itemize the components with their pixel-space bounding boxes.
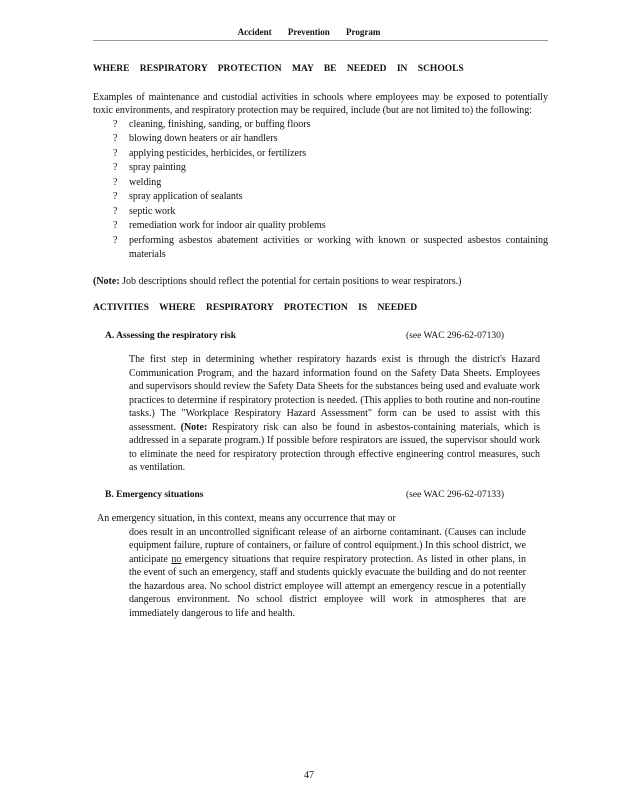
subsection-b-title: B. Emergency situations: [105, 489, 204, 500]
subsection-a-header: [105, 330, 548, 344]
section-heading-activities: ACTIVITIES WHERE RESPIRATORY PROTECTION IS NEEDED: [93, 303, 418, 313]
list-item-text: spray application of sealants: [129, 191, 243, 202]
bullet-glyph: ?: [113, 220, 118, 231]
list-item: [113, 219, 548, 234]
subsection-b-first-line: An emergency situation, in this context, means any occurrence that may or: [97, 513, 396, 524]
subsection-a-reference: (see WAC 296-62-07130): [406, 330, 504, 341]
list-item-text: remediation work for indoor air quality problems: [129, 220, 326, 231]
document-body: [93, 63, 548, 620]
subsection-b-header: [105, 489, 548, 503]
list-item-text: blowing down heaters or air handlers: [129, 133, 278, 144]
bullet-glyph: ?: [113, 191, 118, 202]
subsection-b-continuation: [97, 526, 526, 621]
subsection-b-underlined-word: no: [171, 553, 182, 565]
note-paragraph: [93, 275, 548, 289]
section-heading-where: WHERE RESPIRATORY PROTECTION MAY BE NEEDED IN SCHOOLS: [93, 64, 464, 74]
bullet-glyph: ?: [113, 147, 118, 159]
list-item: [113, 176, 548, 191]
list-item-text: performing asbestos abatement activities or working with known or suspected asbestos containing materials: [129, 234, 548, 260]
subsection-a-text-after: Respiratory risk can also be found in asbestos-containing materials, which is addressed in a separate program.) If possible before respirators are issued, the supervisor should work to eliminate the need for respiratory protection through effective engineering control measures, such as ventilation.: [129, 421, 540, 473]
page-header: Accident Prevention Program: [237, 27, 381, 37]
list-item: [113, 234, 548, 263]
subsection-a-paragraph: [129, 353, 540, 475]
subsection-b-text-2: emergency situations that require respiratory protection. As listed in other plans, in the event of such an emergency, staff and students quickly evacuate the building and do not reenter the hazardous area. No school district employee will attempt an emergency rescue in a potentially dangerous environment. No school district employee will work in atmospheres that are immediately dangerous to life and health.: [129, 553, 527, 619]
bullet-glyph: ?: [113, 176, 118, 188]
bullet-glyph: ?: [113, 205, 118, 217]
list-item: [113, 118, 548, 133]
subsection-b-paragraph: [97, 512, 526, 620]
bullet-glyph: ?: [113, 162, 118, 173]
list-item-text: cleaning, finishing, sanding, or buffing floors: [129, 118, 311, 130]
note-text: Job descriptions should reflect the potential for certain positions to wear respirators.): [122, 275, 462, 287]
subsection-b-reference: (see WAC 296-62-07133): [406, 489, 504, 500]
bullet-glyph: ?: [113, 234, 118, 246]
list-item: [113, 132, 548, 147]
list-item: [113, 205, 548, 220]
bullet-glyph: ?: [113, 118, 118, 130]
intro-paragraph: Examples of maintenance and custodial activities in schools where employees may be exposed to potentially toxic environments, and respiratory protection may be required, include (but are not limited to) the following:: [93, 91, 548, 116]
subsection-a-title: A. Assessing the respiratory risk: [105, 330, 236, 341]
list-item: [113, 190, 548, 205]
list-item-text: spray painting: [129, 162, 186, 173]
list-item: [113, 147, 548, 162]
list-item-text: applying pesticides, herbicides, or fertilizers: [129, 147, 307, 159]
subsection-b-text-1: does result in an uncontrolled significant release of an airborne contaminant. (Causes can include equipment failure, rupture of containers, or failure of control equipment.) In this school district, we anticipate: [129, 526, 526, 565]
activity-list: [93, 118, 548, 263]
subsection-a-text: The first step in determining whether respiratory hazards exist is through the district's Hazard Communication Program, and the hazard information found on the Safety Data Sheets. Employees and supervisors should review the Safety Data Sheets for the substances being used and evaluate work practices to determine if respiratory protection is needed. (This applies to both routine and non-routine tasks.) The "Workplace Respiratory Hazard Assessment" form can be used to assist with this assessment.: [129, 354, 540, 433]
note-label: (Note:: [93, 275, 120, 287]
header-rule: [93, 40, 548, 41]
bullet-glyph: ?: [113, 133, 118, 144]
subsection-a-note-label: (Note:: [180, 421, 208, 433]
list-item-text: welding: [129, 176, 162, 188]
list-item-text: septic work: [129, 205, 176, 217]
page-number: 47: [304, 770, 314, 781]
list-item: [113, 161, 548, 176]
